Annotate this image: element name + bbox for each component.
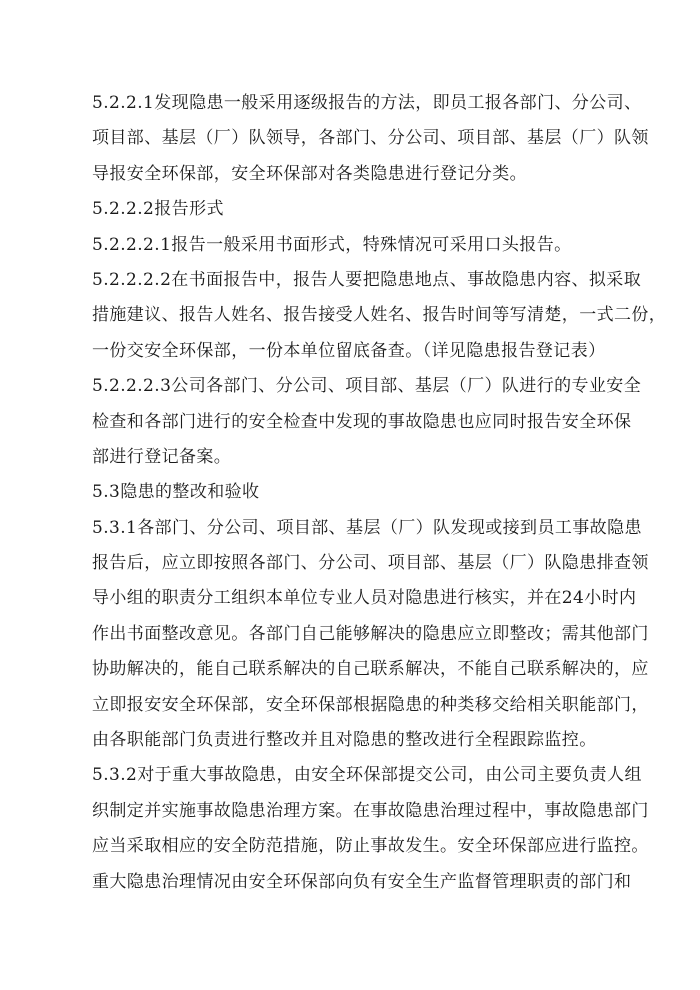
- text-line: 导报安全环保部，安全环保部对各类隐患进行登记分类。: [92, 163, 527, 184]
- text-line: 5.3.1各部门、分公司、项目部、基层（厂）队发现或接到员工事故隐患: [92, 517, 642, 538]
- text-line: 5.2.2.2.3公司各部门、分公司、项目部、基层（厂）队进行的专业安全: [92, 376, 642, 397]
- text-line: 5.2.2.2.1报告一般采用书面形式，特殊情况可采用口头报告。: [92, 234, 572, 255]
- text-line: 部进行登记备案。: [92, 446, 232, 467]
- text-line: 5.3.2对于重大事故隐患，由安全环保部提交公司，由公司主要负责人组: [92, 765, 642, 786]
- text-line: 5.2.2.2.2在书面报告中，报告人要把隐患地点、事故隐患内容、拟采取: [92, 269, 642, 290]
- text-line: 立即报安安全环保部，安全环保部根据隐患的种类移交给相关职能部门，: [92, 694, 649, 715]
- text-line: 导小组的职责分工组织本单位专业人员对隐患进行核实，并在24小时内: [92, 588, 637, 609]
- text-line: 项目部、基层（厂）队领导，各部门、分公司、项目部、基层（厂）队领: [92, 128, 649, 149]
- text-line: 作出书面整改意见。各部门自己能够解决的隐患应立即整改；需其他部门: [92, 623, 649, 644]
- section-heading: 5.3隐患的整改和验收: [92, 482, 260, 503]
- document-body: [92, 86, 667, 900]
- text-line: 织制定并实施事故隐患治理方案。在事故隐患治理过程中，事故隐患部门: [92, 800, 649, 821]
- text-line: 一份交安全环保部，一份本单位留底备查。（详见隐患报告登记表）: [92, 340, 606, 361]
- section-heading: 5.2.2.2报告形式: [92, 199, 224, 220]
- text-line: 报告后，应立即按照各部门、分公司、项目部、基层（厂）队隐患排查领: [92, 553, 649, 574]
- text-line: 重大隐患治理情况由安全环保部向负有安全生产监督管理职责的部门和: [92, 871, 632, 892]
- text-line: 5.2.2.1发现隐患一般采用逐级报告的方法，即员工报各部门、分公司、: [92, 93, 642, 113]
- text-line: 检查和各部门进行的安全检查中发现的事故隐患也应同时报告安全环保: [92, 411, 632, 432]
- text-line: 措施建议、报告人姓名、报告接受人姓名、报告时间等写清楚，一式二份，: [92, 305, 667, 326]
- text-line: 由各职能部门负责进行整改并且对隐患的整改进行全程跟踪监控。: [92, 730, 597, 751]
- text-line: 协助解决的，能自己联系解决的自己联系解决，不能自己联系解决的，应: [92, 659, 649, 680]
- text-line: 应当采取相应的安全防范措施，防止事故发生。安全环保部应进行监控。: [92, 836, 649, 857]
